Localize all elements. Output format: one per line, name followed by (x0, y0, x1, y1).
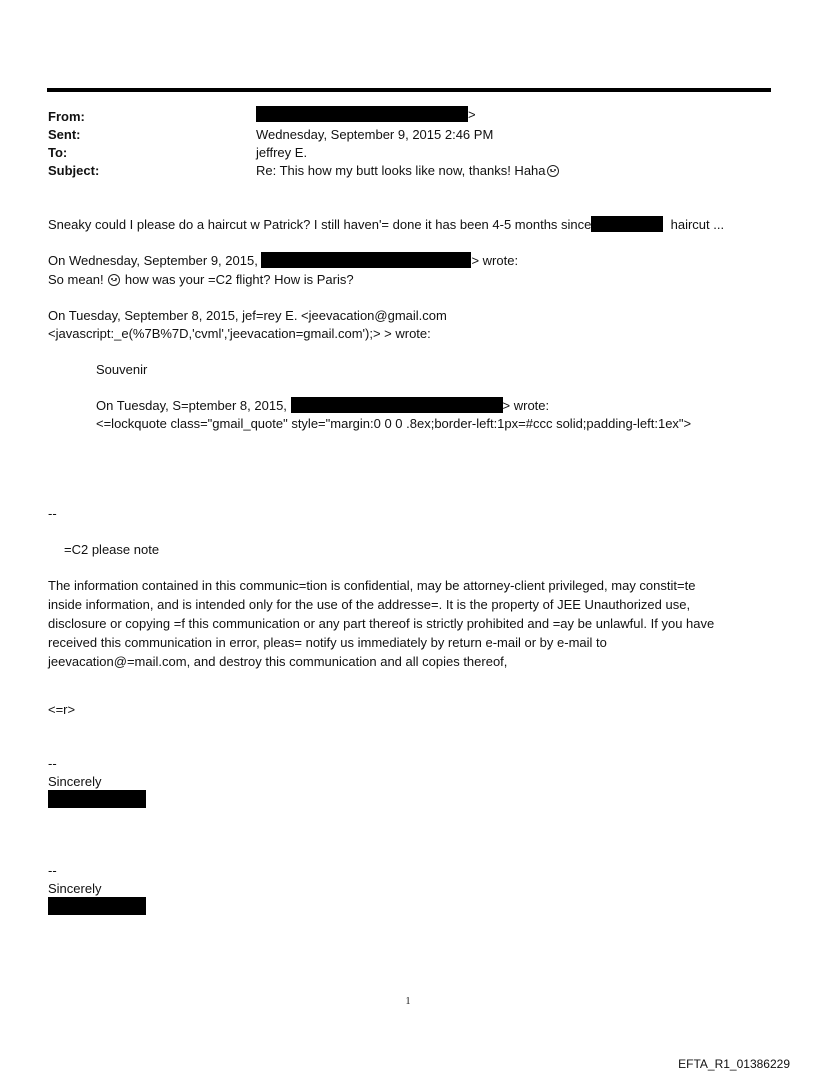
signature-separator: -- (48, 756, 57, 771)
please-note-line: =C2 please note (64, 542, 160, 557)
signature-separator: -- (48, 506, 57, 521)
disclaimer-line: received this communication in error, pleas= notify us immediately by return e-mail or by e-mail to (48, 635, 607, 650)
redaction-box (256, 106, 468, 122)
from-label: From: (48, 109, 85, 124)
to-label: To: (48, 145, 68, 160)
quote-header-2-line-1: On Tuesday, September 8, 2015, jef=rey E. <jeevacation@gmail.com (48, 308, 447, 323)
smiley-icon (108, 274, 120, 286)
disclaimer-paragraph (48, 576, 760, 671)
disclaimer-line: jeevacation@=mail.com, and destroy this communication and all copies thereof, (48, 654, 508, 669)
subject-label: Subject: (48, 163, 100, 178)
redaction-box (591, 216, 663, 232)
from-value-text: > (468, 107, 476, 122)
signature-separator: -- (48, 863, 57, 878)
from-value (256, 106, 476, 124)
quote-header-1 (48, 252, 518, 270)
quote-header-3-tail: > wrote: (502, 398, 550, 413)
body-line-1-tail: haircut ... (670, 217, 725, 232)
sent-value: Wednesday, September 9, 2015 2:46 PM (256, 127, 494, 142)
subject-value (256, 162, 560, 180)
reply-line-tail: how was your =C2 flight? How is Paris? (124, 272, 354, 287)
quote-header-3 (96, 397, 549, 415)
reply-line-text: So mean! (48, 272, 104, 287)
redaction-box (48, 897, 146, 915)
redaction-box (261, 252, 471, 268)
souvenir-line: Souvenir (96, 362, 148, 377)
smiley-icon (547, 165, 559, 177)
quote-header-2-line-2: <javascript:_e(%7B%7D,'cvml','jeevacation=gmail.com');> > wrote: (48, 326, 431, 341)
body-line-1-text: Sneaky could I please do a haircut w Patrick? I still haven'= done it has been 4-5 months since (48, 217, 592, 232)
document-id: EFTA_R1_01386229 (678, 1057, 790, 1071)
blockquote-markup-line: <=lockquote class="gmail_quote" style="margin:0 0 0 .8ex;border-left:1px=#ccc solid;padding-left:1ex"> (96, 416, 692, 431)
reply-line (48, 271, 354, 289)
subject-text: Re: This how my butt looks like now, thanks! Haha (256, 163, 546, 178)
page-number: 1 (405, 996, 411, 1007)
sincerely-text: Sincerely (48, 774, 102, 789)
redaction-box (291, 397, 503, 413)
sincerely-text: Sincerely (48, 881, 102, 896)
disclaimer-line: The information contained in this communic=tion is confidential, may be attorney-client privileged, may constit=te (48, 578, 696, 593)
quote-header-1-tail: > wrote: (471, 253, 519, 268)
sent-label: Sent: (48, 127, 81, 142)
to-value: jeffrey E. (256, 145, 308, 160)
quote-header-3-text: On Tuesday, S=ptember 8, 2015, (96, 398, 287, 413)
disclaimer-line: inside information, and is intended only for the use of the addresse=. It is the property of JEE Unauthorized use, (48, 597, 691, 612)
header-rule (47, 88, 771, 92)
redaction-box (48, 790, 146, 808)
body-line-1 (48, 216, 724, 234)
quote-header-1-text: On Wednesday, September 9, 2015, (48, 253, 258, 268)
br-tag-line: <=r> (48, 702, 76, 717)
disclaimer-line: disclosure or copying =f this communication or any part thereof is strictly prohibited and =ay be unlawful. If you have (48, 616, 715, 631)
